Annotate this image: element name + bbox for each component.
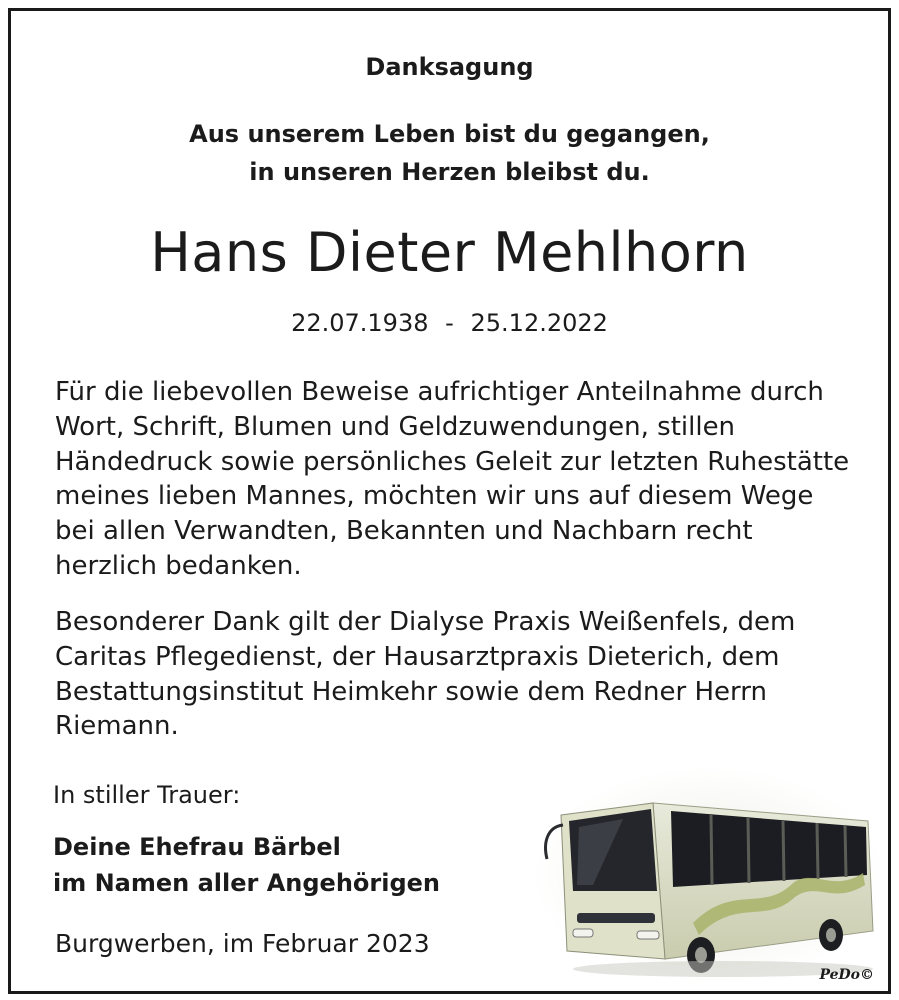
thanks-paragraph (55, 375, 855, 584)
memorial-quote (11, 115, 888, 191)
date-separator: - (445, 309, 454, 337)
bus-headlight-left (573, 929, 593, 937)
obituary-notice (8, 8, 891, 994)
paragraph-line: Bestattungsinstitut Heimkehr sowie dem Redner Herrn (55, 676, 767, 707)
paragraph-line: meines lieben Mannes, möchten wir uns auf diesem Wege (55, 481, 814, 512)
death-date: 25.12.2022 (470, 309, 608, 337)
watermark-mark: PeDo© (819, 967, 874, 983)
paragraph-line: herzlich bedanken. (55, 550, 302, 581)
paragraph-line: Besonderer Dank gilt der Dialyse Praxis Weißenfels, dem (55, 607, 796, 637)
mourning-label: In stiller Trauer: (53, 781, 241, 809)
paragraph-line: Händedruck sowie persönliches Geleit zur letzten Ruhestätte (55, 446, 850, 477)
paragraph-line: bei allen Verwandten, Bekannten und Nachbarn recht (55, 516, 753, 547)
paragraph-line: Riemann. (55, 711, 179, 742)
signer-line-1: Deine Ehefrau Bärbel (53, 833, 341, 861)
quote-line-2: in unseren Herzen bleibst du. (249, 158, 650, 186)
deceased-name: Hans Dieter Mehlhorn (150, 221, 749, 284)
paragraph-line: Caritas Pflegedienst, der Hausarztpraxis Dieterich, dem (55, 641, 780, 672)
bus-grille (577, 913, 655, 923)
bus-illustration (533, 763, 885, 983)
signer-line-2: im Namen aller Angehörigen (53, 869, 441, 897)
bus-headlight-right (637, 931, 659, 939)
life-dates (11, 309, 888, 337)
paragraph-line: Wort, Schrift, Blumen und Geldzuwendungen, stillen (55, 411, 736, 442)
paragraph-line: Für die liebevollen Beweise aufrichtiger Anteilnahme durch (55, 377, 824, 407)
special-thanks-paragraph (55, 605, 855, 744)
quote-line-1: Aus unserem Leben bist du gegangen, (189, 120, 710, 148)
place-date: Burgwerben, im Februar 2023 (55, 929, 430, 958)
birth-date: 22.07.1938 (291, 309, 429, 337)
signer-block (53, 829, 440, 901)
notice-heading: Danksagung (365, 53, 534, 81)
